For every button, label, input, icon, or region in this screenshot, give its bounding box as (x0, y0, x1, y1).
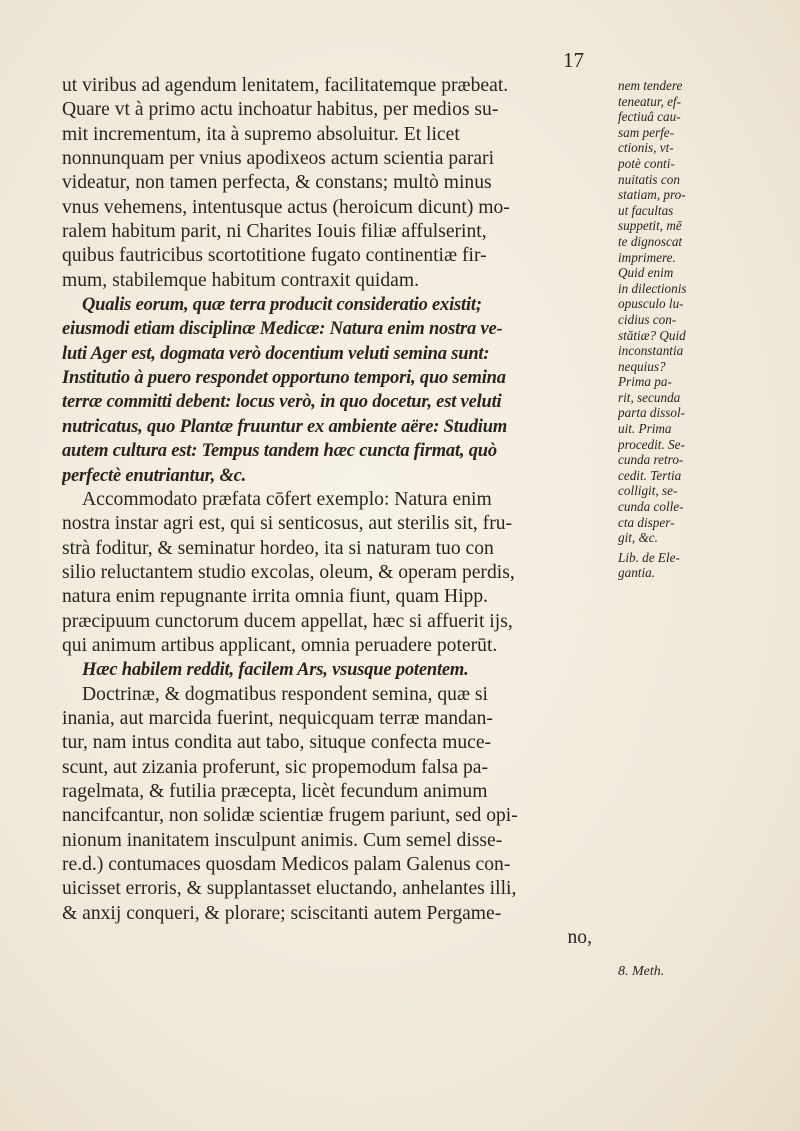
margin-note-line: potè conti- (618, 155, 675, 171)
margin-note-reference: gantia. (618, 565, 655, 581)
margin-note-line: ut facultas (618, 202, 674, 218)
text-line: eiusmodi etiam disciplinæ Medicæ: Natura enim nostra ve- (62, 319, 503, 340)
page-number: 17 (563, 48, 584, 72)
margin-note-line: Quid enim (618, 265, 674, 281)
text-line: perfectè enutriantur, &c. (62, 465, 247, 486)
text-line: tur, nam intus condita aut tabo, situque confecta muce- (62, 732, 492, 754)
text-line: inania, aut marcida fuerint, nequicquam terræ mandan- (62, 707, 493, 729)
text-line: mum, stabilemque habitum contraxit quidam. (62, 269, 419, 291)
text-line: Qualis eorum, quæ terra producit consideratio existit; (82, 295, 482, 316)
margin-note-line: fectiuâ cau- (618, 109, 681, 125)
text-line: nutricatus, quo Plantæ fruuntur ex ambiente aëre: Studium (62, 416, 508, 437)
margin-note-line: suppetit, mē (618, 218, 682, 234)
text-line: scunt, aut zizania proferunt, sic propemodum falsa pa- (62, 756, 489, 778)
margin-note-line: stătiæ? Quid (618, 327, 686, 343)
text-line: strà foditur, & seminatur hordeo, ita si naturam tuo con (62, 537, 494, 559)
text-line: mit incrementum, ita à supremo absoluitur. Et licet (62, 123, 460, 145)
margin-note-line: opusculo lu- (618, 296, 684, 312)
margin-note-line: cunda retro- (618, 452, 684, 468)
text-line: nonnunquam per vnius apodixeos actum scientia parari (62, 148, 495, 170)
text-line: qui animum artibus applicant, omnia peruadere poterūt. (62, 634, 498, 656)
text-line: re.d.) contumaces quosdam Medicos palam Galenus con- (62, 854, 511, 875)
text-line: ralem habitum parit, ni Charites Iouis filiæ affulserint, (62, 221, 487, 243)
text-line: terræ committi debent: locus verò, in quo docetur, est veluti (62, 392, 502, 413)
text-line: videatur, non tamen perfecta, & constans; multò minus (62, 172, 492, 194)
margin-note-line: statiam, pro- (618, 187, 686, 203)
text-line: quibus fautricibus scortotitione fugato continentiæ fir- (62, 245, 487, 267)
margin-note-line: parta dissol- (618, 405, 686, 421)
text-line: vnus vehemens, intentusque actus (heroicum dicunt) mo- (62, 196, 510, 218)
margin-note-line: cunda colle- (618, 499, 684, 515)
margin-note-line: rit, secunda (618, 389, 681, 405)
text-line: ragelmata, & futilia præcepta, licèt fecundum animum (62, 780, 488, 802)
margin-note-line: teneatur, ef- (618, 93, 681, 109)
margin-note-line: cta disper- (618, 514, 675, 530)
text-line: præcipuum cunctorum ducem appellat, hæc si affuerit ijs, (62, 610, 513, 632)
margin-note-line: te dignoscat (618, 233, 683, 249)
text-line: uicisset erroris, & supplantasset eluctando, anhelantes illi, (62, 878, 517, 900)
text-line: Hæc habilem reddit, facilem Ars, vsusque potentem. (82, 660, 469, 681)
text-line: Quare vt à primo actu inchoatur habitus, per medios su- (62, 99, 499, 121)
margin-note-line: git, &c. (618, 530, 658, 546)
margin-note-line: sam perfe- (618, 124, 675, 140)
margin-note-line: imprimere. (618, 249, 676, 265)
text-line: Doctrinæ, & dogmatibus respondent semina, quæ si (82, 683, 488, 705)
text-line: nostra instar agri est, qui si senticosus, aut sterilis sit, fru- (62, 513, 513, 535)
margin-note-line: ctionis, vt- (618, 140, 674, 156)
text-line: Institutio à puero respondet opportuno tempori, quo semina (62, 368, 506, 389)
margin-note-line: inconstantia (618, 343, 684, 359)
margin-note-reference: Lib. de Ele- (618, 549, 680, 565)
text-line: silio reluctantem studio excolas, oleum, & operam perdis, (62, 561, 515, 583)
margin-note-line: procedit. Se- (618, 436, 685, 452)
margin-note-line: Prima pa- (618, 374, 672, 390)
margin-note-line: cedit. Tertia (618, 467, 682, 483)
text-line: nionum inanitatem insculpunt animis. Cum semel disse- (62, 829, 503, 851)
text-line: Accommodato præfata cōfert exemplo: Natura enim (82, 488, 492, 510)
text-line: ut viribus ad agendum lenitatem, facilitatemque præbeat. (62, 75, 509, 96)
margin-note-line: uit. Prima (618, 421, 672, 437)
text-line: natura enim repugnante irrita omnia fiunt, quam Hipp. (62, 586, 489, 608)
margin-note-line: cidius con- (618, 311, 677, 327)
margin-note-line: colligit, se- (618, 483, 678, 499)
margin-note-line: nuitatis con (618, 171, 680, 187)
text-line: nancifcantur, non solidæ scientiæ frugem pariunt, sed opi- (62, 805, 518, 827)
text-line: autem cultura est: Tempus tandem hæc cuncta firmat, quò (62, 441, 497, 462)
main-text-block (62, 74, 622, 950)
margin-note-line: nem tendere (618, 78, 683, 93)
margin-note-line: in dilectionis (618, 280, 687, 296)
text-line: no, (567, 927, 592, 949)
margin-note-reference: 8. Meth. (618, 964, 665, 979)
margin-note-line: nequius? (618, 358, 666, 374)
text-line: & anxij conqueri, & plorare; sciscitanti autem Pergame- (62, 902, 502, 924)
margin-notes (618, 78, 788, 979)
text-line: luti Ager est, dogmata verò docentium veluti semina sunt: (62, 343, 490, 364)
